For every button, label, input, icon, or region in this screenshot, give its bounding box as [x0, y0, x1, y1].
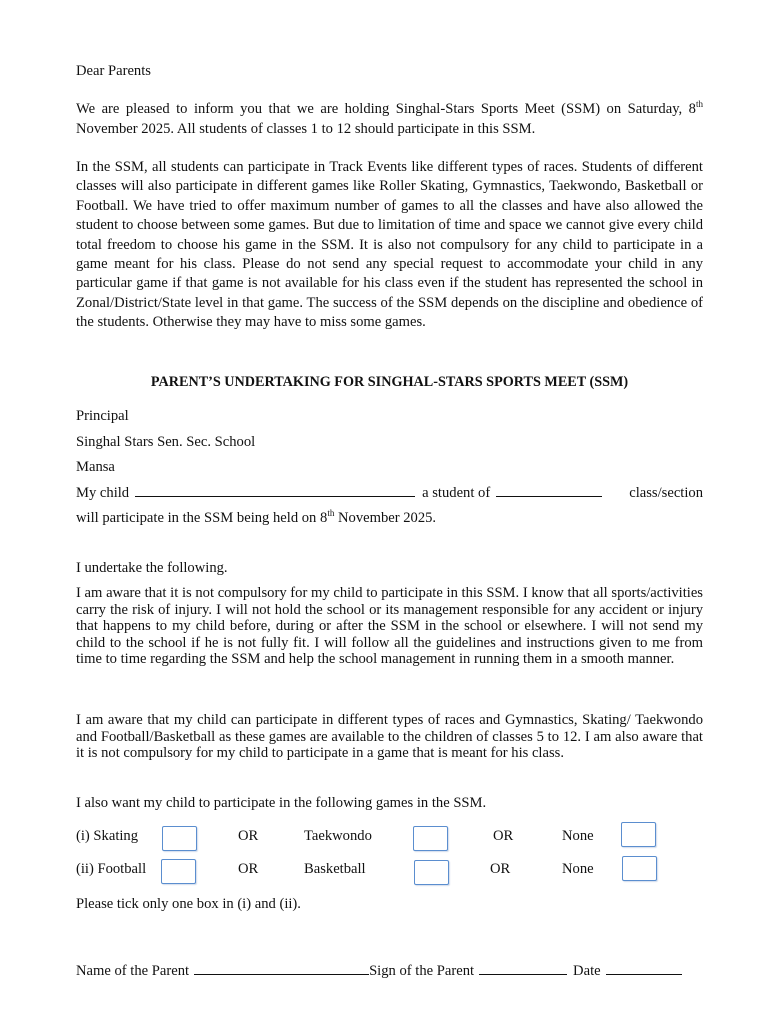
none-checkbox-row2[interactable]: [622, 856, 657, 881]
football-checkbox[interactable]: [161, 859, 196, 884]
address-line-principal: Principal: [76, 408, 129, 424]
option-skating-label: (i) Skating: [76, 828, 139, 844]
date-label: Date: [573, 963, 601, 979]
address-line-school: Singhal Stars Sen. Sec. School: [76, 434, 256, 450]
salutation: Dear Parents: [76, 63, 151, 79]
none-checkbox-row1[interactable]: [621, 822, 656, 847]
my-child-line: [76, 484, 703, 502]
option-basketball-label: Basketball: [304, 861, 366, 877]
taekwondo-checkbox[interactable]: [413, 826, 448, 851]
option-taekwondo-label: Taekwondo: [304, 828, 372, 844]
or-label: OR: [493, 828, 514, 844]
basketball-checkbox[interactable]: [414, 860, 449, 885]
parent-sign-label: Sign of the Parent: [369, 963, 475, 979]
participate-line: [76, 510, 436, 527]
intro-line-2: November 2025. All students of classes 1 to 12 should participate in this SSM.: [76, 121, 536, 137]
body-paragraph: In the SSM, all students can participate in Track Events like different types of races. Students of different classes will also participate in different games like Roller Skating, Gymnastics, Taekwondo, Basketball or Football. We have tried to offer maximum number of games to all the classes and have also allowed the student to choose between some games. But due to limitation of time and space we cannot give every child total freedom to choose his game in the SSM. It is also not compulsory for any child to participate in a game meant for his class. Please do not send any special request to accommodate your child in any particular game if that game is not available for his class even if the student has represented the school in Zonal/District/State level in that game. The success of the SSM depends on the discipline and obedience of the students. Otherwise they may have to miss some games.: [76, 159, 703, 331]
undertaking-paragraph-2: I am aware that my child can participate in different types of races and Gymnastics, Skating/ Taekwondo and Football/Basketball as these games are available to the children of classes 5 to 12. I am also aware that it is not compulsory for my child to participate in a game that is meant for his class.: [76, 712, 703, 762]
participate-text: will participate in the SSM being held on 8: [76, 510, 328, 526]
undertake-line: I undertake the following.: [76, 560, 228, 576]
undertaking-paragraph-1: I am aware that it is not compulsory for my child to participate in this SSM. I know that all sports/activities carry the risk of injury. I will not hold the school or its management responsible for any accident or injury that happens to my child before, during or after the SSM in the school or elsewhere. I will not send my child to the school if he is not fully fit. I will follow all the guidelines and instructions given to me from time to time regarding the SSM and help the school management in running them in a smooth manner.: [76, 585, 703, 668]
option-none-label: None: [562, 861, 594, 877]
letter-page: [76, 0, 703, 1024]
or-label: OR: [490, 861, 511, 877]
undertaking-heading: PARENT’S UNDERTAKING FOR SINGHAL-STARS SPORTS MEET (SSM): [150, 374, 629, 390]
intro-text: We are pleased to inform you that we are holding Singhal-Stars Sports Meet (SSM) on Saturday, 8: [76, 101, 696, 117]
student-of-label: a student of: [422, 485, 491, 501]
games-intro: I also want my child to participate in the following games in the SSM.: [76, 795, 487, 811]
or-label: OR: [238, 828, 259, 844]
parent-name-field[interactable]: [194, 962, 369, 975]
or-label: OR: [238, 861, 259, 877]
parent-sign-field[interactable]: [479, 962, 567, 975]
participate-date-suffix: th: [327, 508, 335, 519]
my-child-label: My child: [76, 485, 130, 501]
option-none-label: None: [562, 828, 594, 844]
skating-checkbox[interactable]: [162, 826, 197, 851]
child-name-field[interactable]: [135, 484, 415, 497]
option-football-label: (ii) Football: [76, 861, 147, 877]
class-field[interactable]: [496, 484, 602, 497]
address-line-city: Mansa: [76, 459, 115, 475]
class-section-label: class/section: [629, 485, 703, 501]
date-field[interactable]: [606, 962, 682, 975]
tick-instruction: Please tick only one box in (i) and (ii).: [76, 896, 301, 912]
intro-line-1: [76, 100, 703, 119]
intro-date-suffix: th: [695, 99, 703, 110]
signature-line: [76, 962, 703, 980]
parent-name-label: Name of the Parent: [76, 963, 190, 979]
participate-text-end: November 2025.: [337, 510, 437, 526]
